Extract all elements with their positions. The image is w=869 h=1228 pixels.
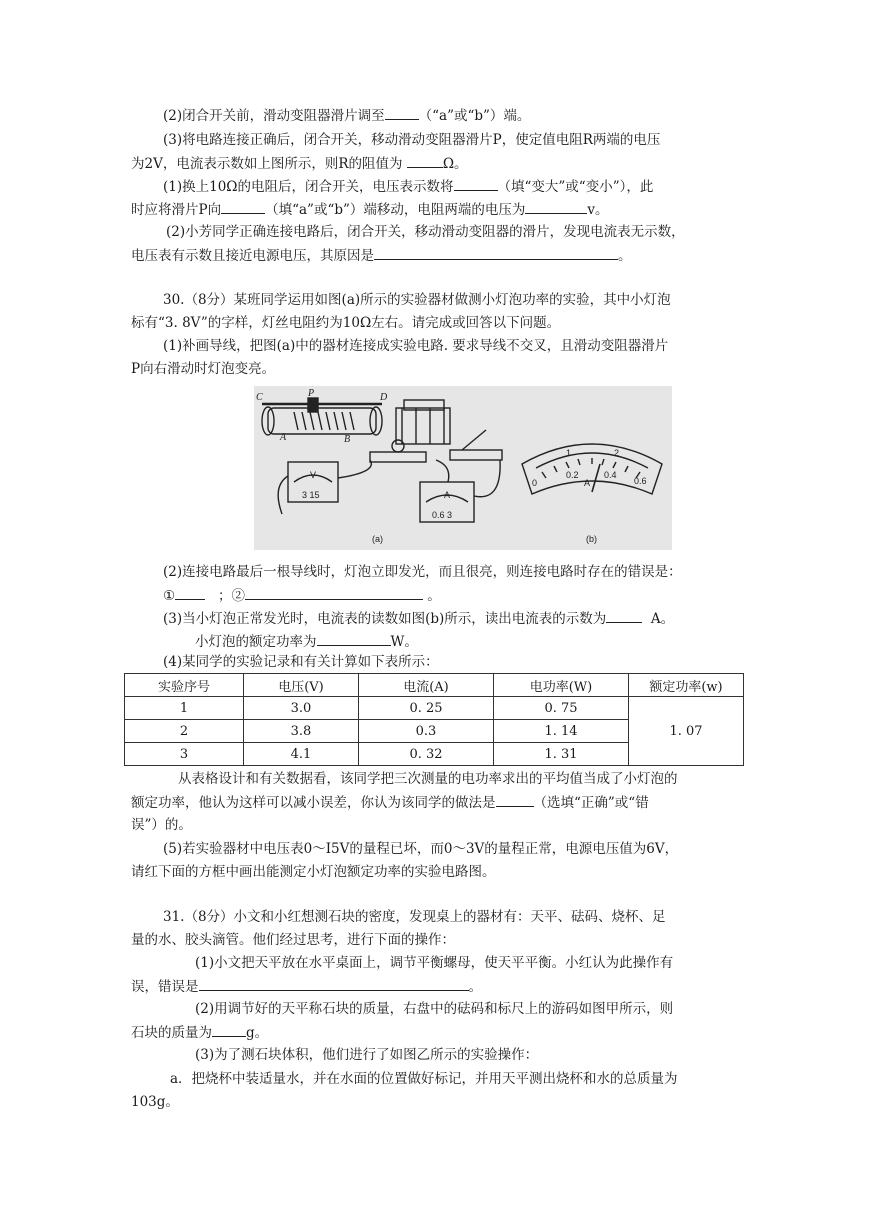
answer-blank[interactable]: [496, 792, 534, 807]
q31-part1-line1: (1)小文把天平放在水平桌面上，调节平衡螺母，使天平平衡。小红认为此操作有: [195, 955, 674, 971]
q31-step-a-line1: a．把烧杯中装适量水，并在水面的位置做好标记，并用天平测出烧杯和水的总质量为: [170, 1071, 678, 1087]
q30-part5-line1: (5)若实验器材中电压表0～I5V的量程已坏，而0～3V的量程正常，电源电压值为6V，: [163, 841, 679, 857]
figure-label-a: (a): [372, 534, 383, 544]
table-cell: 3.0: [244, 697, 359, 720]
scale-bottom-1: 0.2: [566, 470, 579, 480]
q30-part5-line2: 请红下面的方框中画出能测定小灯泡额定功率的实验电路图。: [131, 864, 496, 880]
experiment-table: [124, 673, 744, 766]
answer-blank[interactable]: [407, 153, 443, 168]
table-header: 电流(A): [359, 674, 494, 697]
table-cell: 1. 14: [494, 720, 629, 743]
answer-blank[interactable]: [175, 585, 205, 600]
q29-step3-text: 为2V，电流表示数如上图所示，则R的阻值为: [131, 156, 403, 172]
table-cell: 0.3: [359, 720, 494, 743]
q29-part2-line2: [131, 245, 632, 266]
table-cell: 0. 75: [494, 697, 629, 720]
q31-part1-line2: [131, 976, 482, 997]
q30-part3-text: (3)当小灯泡正常发光时，电流表的读数如图(b)所示，读出电流表的示数为: [163, 611, 607, 627]
q29-part1-line2: [131, 199, 609, 220]
label-p: P: [308, 388, 315, 399]
q31-part2-unit: g。: [246, 1025, 269, 1041]
table-cell: 4.1: [244, 743, 359, 766]
scale-bottom-2: 0.4: [604, 470, 617, 480]
battery: [396, 408, 450, 444]
q29-step2-text: (2)闭合开关前，滑动变阻器滑片调至: [163, 108, 385, 124]
q30-part1-line1: (1)补画导线，把图(a)中的器材连接成实验电路. 要求导线不交叉，且滑动变阻器滑片: [163, 338, 669, 354]
label-d: D: [380, 392, 388, 403]
answer-blank[interactable]: [317, 631, 391, 646]
q31-stem-line1: 31.（8分）小文和小红想测石块的密度，发现桌上的器材有：天平、砝码、烧杯、足: [163, 909, 666, 925]
q30-part2-end: 。: [427, 588, 441, 604]
q31-part2-line1: (2)用调节好的天平称石块的质量，右盘中的砝码和标尺上的游码如图甲所示，则: [195, 1001, 674, 1017]
switch-board: [450, 450, 502, 460]
answer-blank[interactable]: [385, 105, 419, 120]
table-cell: 3.8: [244, 720, 359, 743]
label-a: A: [280, 432, 287, 443]
q30-part4-text: 额定功率，他认为这样可以减小误差，你认为该同学的做法是: [131, 795, 496, 811]
q31-stem-line2: 量的水、胶头滴管。他们经过思考，进行下面的操作：: [131, 932, 455, 948]
table-header: 实验序号: [125, 674, 244, 697]
q30-part4-line2: 从表格设计和有关数据看，该同学把三次测量的电功率求出的平均值当成了小灯泡的: [178, 771, 678, 787]
q30-stem-line1: 30.（8分）某班同学运用如图(a)所示的实验器材做测小灯泡功率的实验，其中小灯泡: [163, 292, 671, 308]
table-cell: 0. 25: [359, 697, 494, 720]
q30-part2-marker1: ①: [163, 588, 176, 604]
table-cell: 2: [125, 720, 244, 743]
lamp-board: [370, 452, 426, 462]
circuit-figure: [254, 386, 672, 550]
q30-part1-line2: P向右滑动时灯泡变亮。: [131, 361, 276, 377]
rated-power-cell: 1. 07: [629, 697, 744, 766]
ammeter-terminals: 0.6 3: [432, 510, 453, 520]
answer-blank[interactable]: [374, 245, 618, 260]
ammeter-symbol: A: [444, 490, 451, 500]
q29-part1-line1: [163, 176, 653, 197]
voltmeter-symbol: V: [310, 470, 317, 480]
table-header: 电功率(W): [494, 674, 629, 697]
meter-unit: A: [584, 478, 591, 488]
q30-part2-line1: (2)连接电路最后一根导线时，灯泡立即发光，而且很亮，则连接电路时存在的错误是：: [163, 564, 682, 580]
q31-part2-line2: [131, 1022, 268, 1043]
table-header: 额定功率(w): [629, 674, 744, 697]
q29-step2-text-end: （“a”或“b”）端。: [418, 108, 531, 124]
q29-step3-unit: Ω。: [442, 156, 468, 172]
q30-part4-line3: [131, 792, 649, 813]
voltmeter-terminals: 3 15: [302, 490, 320, 500]
q29-part1-text: (1)换上10Ω的电阻后，闭合开关，电压表示数将: [163, 179, 454, 195]
q31-part1-text: 误，错误是: [131, 979, 199, 995]
q29-part2-end: 。: [618, 248, 632, 264]
scale-bottom-0: 0: [532, 478, 538, 488]
q30-part3-unit2: W。: [390, 634, 418, 650]
q30-part2-line2: [163, 585, 441, 606]
q30-stem-line2: 标有“3. 8V”的字样，灯丝电阻约为10Ω左右。请完成或回答以下问题。: [131, 315, 561, 331]
q30-part4-line: (4)某同学的实验记录和有关计算如下表所示：: [163, 654, 439, 670]
scale-top-1: 1: [566, 448, 572, 458]
q29-part1-unit: v。: [587, 202, 609, 218]
circuit-figure-drawing: [254, 386, 672, 550]
q31-step-a-line2: 103g。: [131, 1094, 179, 1110]
table-cell: 1: [125, 697, 244, 720]
table-cell: 0. 32: [359, 743, 494, 766]
answer-blank[interactable]: [454, 176, 498, 191]
q29-step2-line: [163, 105, 530, 126]
q29-part2-line1: (2)小芳同学正确连接电路后，闭合开关，移动滑动变阻器的滑片，发现电流表无示数，: [166, 224, 685, 240]
label-b: B: [344, 434, 351, 445]
table-header: 电压(V): [244, 674, 359, 697]
q30-part4-line4: 误”）的。: [131, 817, 192, 833]
q30-part3-unit: A。: [650, 611, 675, 627]
q31-part3-line: (3)为了测石块体积，他们进行了如图乙所示的实验操作：: [195, 1047, 539, 1063]
q31-part2-text: 石块的质量为: [131, 1025, 212, 1041]
rheostat-body: [268, 408, 376, 434]
q29-part1-text2: 时应将滑片P向: [131, 202, 222, 218]
q30-part3-line2: [195, 631, 418, 652]
table-row: [125, 697, 744, 720]
scale-bottom-3: 0.6: [634, 476, 647, 486]
q29-part1-text-end: （填“变大”或“变小”），此: [497, 179, 654, 195]
answer-blank[interactable]: [221, 199, 265, 214]
answer-blank[interactable]: [606, 608, 642, 623]
answer-blank[interactable]: [245, 585, 423, 600]
table-cell: 1. 31: [494, 743, 629, 766]
rheostat-slider: [308, 398, 318, 412]
table-cell: 3: [125, 743, 244, 766]
label-c: C: [256, 392, 263, 403]
table-header-row: [125, 674, 744, 697]
q31-part1-end: 。: [468, 979, 482, 995]
answer-blank[interactable]: [199, 976, 469, 991]
q29-step3-line2: [131, 153, 468, 174]
q29-part1-text3: （填“a”或“b”）端移动，电阻两端的电压为: [265, 202, 526, 218]
answer-blank[interactable]: [212, 1022, 246, 1037]
scale-top-2: 2: [614, 448, 620, 458]
q30-part4-text-end: （选填“正确”或“错: [533, 795, 649, 811]
meter-b-dial: [522, 444, 662, 494]
answer-blank[interactable]: [525, 199, 587, 214]
q29-part2-text: 电压表有示数且接近电源电压，其原因是: [131, 248, 374, 264]
figure-label-b: (b): [586, 534, 597, 544]
q30-part3-text2: 小灯泡的额定功率为: [195, 634, 317, 650]
meter-b-needle: [592, 464, 600, 492]
q29-step3-line1: (3)将电路连接正确后，闭合开关，移动滑动变阻器滑片P，使定值电阻R两端的电压: [163, 132, 661, 148]
q30-part2-marker2: ；②: [217, 588, 245, 604]
q30-part3-line1: [163, 608, 674, 629]
